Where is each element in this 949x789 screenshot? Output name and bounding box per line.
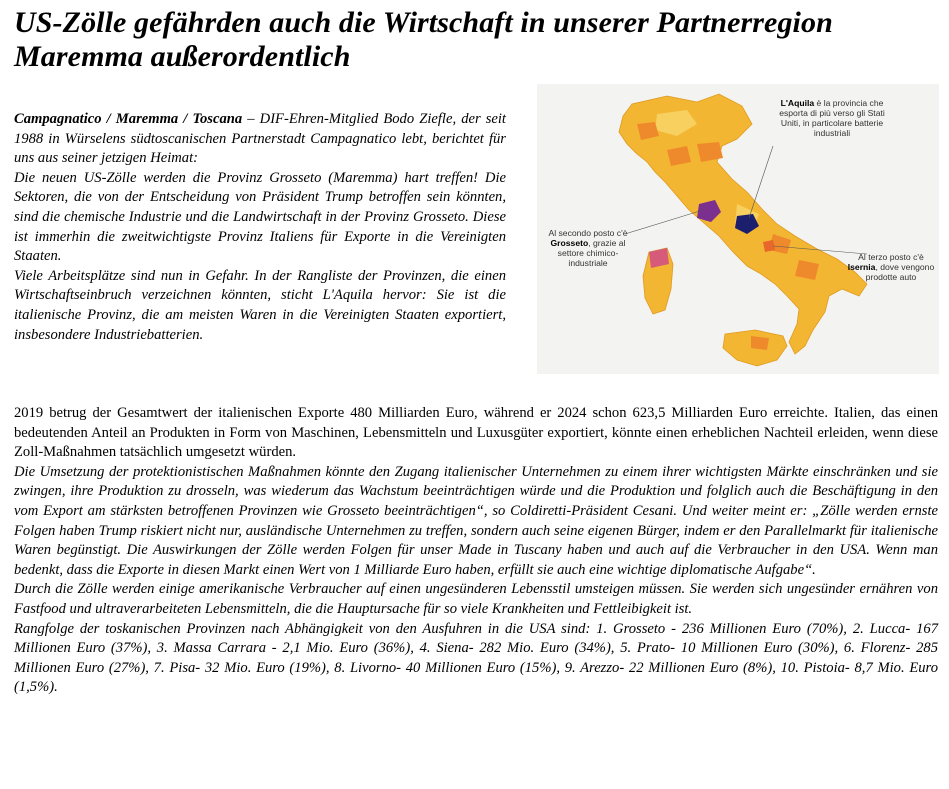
sicily-region-orange [751,336,769,350]
caption-grosseto [539,228,637,268]
paragraph-6: Rangfolge der toskanischen Provinzen nach Abhängigkeit von den Ausfuhren in die USA sind: 1. Grosseto - 236 Millionen Euro (70%), 2. Lucca- 167 Millionen Euro (37%), 3. Massa Carrara - 2,1 Mio. Euro (36%), 4. Siena- 282 Mio. Euro (34%), 5. Prato- 10 Millionen Euro (30%), 6. Florenz- 285 Millionen Euro (27%), 7. Pisa- 32 Mio. Euro (19%), 8. Livorno- 40 Millionen Euro (15%), 9. Arezzo- 22 Millionen Euro (8%), 10. Pistoia- 8,7 Mio. Euro (1,5%). [14,620,938,696]
paragraph-2: Viele Arbeitsplätze sind nun in Gefahr. In der Rangliste der Provinzen, die einen Wirtschaftseinbruch verzeichnen könnten, sticht L'Aquila hervor: Sie ist die italienische Provinz, die am meisten Waren in die Vereinigten Staaten exportiert, insbesondere Industriebatterien. [14,267,506,343]
article-intro-column [14,110,506,345]
caption-grosseto-text: , grazie al settore chimico-industriale [557,238,626,268]
paragraph-3: 2019 betrug der Gesamtwert der italienischen Exporte 480 Milliarden Euro, während er 2024 schon 623,5 Milliarden Euro erreichte. Italien, das einen bedeutenden Anteil an Produkten in Form von Maschinen, Lebensmitteln und Luxusgüter exportiert, könnte einen erheblichen Nachteil erleiden, wenn diese Zoll-Maßnahmen tatsächlich umgesetzt würden. [14,405,938,461]
article-body [14,404,938,698]
caption-laquila [777,98,887,138]
caption-laquila-text: è la provincia che esporta di più verso gli Stati Uniti, in particolare batterie industriali [779,98,885,138]
article-title: US-Zölle gefährden auch die Wirtschaft in unserer Partnerregion Maremma außerordentlich [14,6,833,73]
caption-isernia [843,252,939,282]
caption-isernia-name: Isernia [847,262,876,272]
caption-isernia-text: , dove vengono prodotte auto [865,262,935,282]
caption-laquila-name: L'Aquila [780,98,815,108]
lead-text: – DIF-Ehren-Mitglied Bodo Ziefle, der seit 1988 in Würselens südtoscanischen Partnerstadt Campagnatico lebt, berichtet für uns aus seiner jetzigen Heimat: [14,111,506,167]
caption-grosseto-pre: Al secondo posto c'è [548,228,628,238]
dateline: Campagnatico / Maremma / Toscana [14,111,243,127]
intro-paragraph [14,110,506,169]
caption-grosseto-name: Grosseto [550,238,589,248]
paragraph-5: Durch die Zölle werden einige amerikanische Verbraucher auf einen ungesünderen Lebensstil umsteigen müssen. Sie werden sich ungesünder ernähren von Fastfood und ultraverarbeiteten Lebensmitteln, die die Hauptursache für so viele Krankheiten und Fettleibigkeit ist. [14,581,938,617]
paragraph-4: Die Umsetzung der protektionistischen Maßnahmen könnte den Zugang italienischer Unternehmen zu einem ihrer wichtigsten Märkte einschränken und sie zwingen, ihre Produktion zu drosseln, was wiederum das Wachstum beeinträchtigen würde und die Produktion und folglich auch die Beschäftigung in den vom Export am stärksten betroffenen Provinzen wie Grosseto beeinträchtigen“, so Coldiretti-Präsident Cesani. Und weiter meint er: „Zölle werden ernste Folgen haben Trump riskiert nicht nur, ausländische Unternehmen zu treffen, sondern auch seine eigenen Bürger, indem er den Parallelmarkt für italienische Waren begünstigt. Die Auswirkungen der Zölle werden Folgen für unser Made in Tuscany haben und auch auf die Verbraucher in den USA. Wenn man bedenkt, dass die Exporte in diesen Markt einen Wert von 1 Milliarde Euro haben, erfüllt sie auch eine wichtige diplomatische Aufgabe“. [14,463,938,578]
pointer-line-aquila [749,146,773,218]
paragraph-1: Die neuen US-Zölle werden die Provinz Grosseto (Maremma) hart treffen! Die Sektoren, die von der Entscheidung von Präsident Trump betroffen sein könnten, sind die chemische Industrie und die Landwirtschaft in der Provinz Grosseto. Diese ist immerhin die zweitwichtigste Provinz Italiens für Exporte in die Vereinigten Staaten. [14,169,506,265]
caption-isernia-pre: Al terzo posto c'è [858,252,924,262]
map-region-orange [697,142,723,162]
italy-export-map [537,84,939,374]
